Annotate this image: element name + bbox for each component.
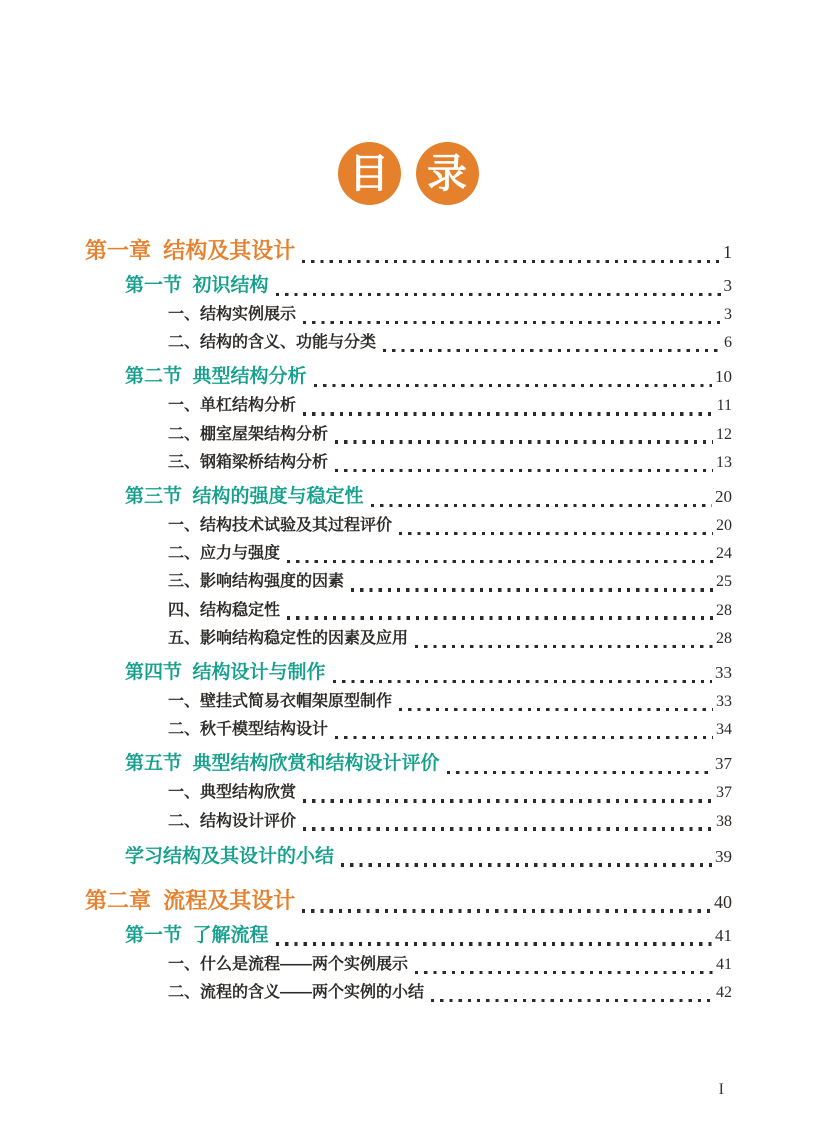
toc-entry-label: 一、结构实例展示 <box>168 306 297 323</box>
toc-entry-item <box>85 512 732 540</box>
toc-entry-label: 第一节 了解流程 <box>125 924 269 946</box>
toc-entry-label: 一、什么是流程——两个实例展示 <box>168 955 409 973</box>
dot-leader <box>415 971 713 974</box>
title-badge-lu <box>416 142 479 205</box>
dot-leader <box>303 412 714 415</box>
toc-entry-label: 二、秋千模型结构设计 <box>168 721 329 739</box>
toc-entry-page: 42 <box>716 984 732 1002</box>
toc-entry-page: 28 <box>716 601 732 619</box>
toc-entry-item <box>85 568 732 596</box>
toc-entry-item <box>85 688 732 716</box>
dot-leader <box>287 616 713 619</box>
toc-entry-label: 三、影响结构强度的因素 <box>168 573 345 591</box>
dot-leader <box>302 909 711 912</box>
toc-entry-page: 41 <box>715 925 732 945</box>
toc-entry-page: 34 <box>716 721 732 739</box>
toc-entry-page: 3 <box>724 306 732 323</box>
toc-entry-item <box>85 597 732 625</box>
toc-entry-label: 二、棚室屋架结构分析 <box>168 425 329 443</box>
toc-entry-label: 一、典型结构欣赏 <box>168 784 297 802</box>
dot-leader <box>341 863 712 866</box>
toc-entry-label: 一、结构技术试验及其过程评价 <box>168 517 393 535</box>
toc-entry-item <box>85 449 732 477</box>
dot-leader <box>276 293 721 296</box>
dot-leader <box>447 771 712 774</box>
toc-entry-label: 学习结构及其设计的小结 <box>125 845 335 867</box>
toc-entry-page: 38 <box>716 812 732 830</box>
toc-entry-label: 第一节 初识结构 <box>125 275 269 296</box>
toc-entry-section <box>85 657 732 688</box>
toc-entry-label: 第一章 结构及其设计 <box>85 238 296 263</box>
toc-entry-section <box>85 270 732 301</box>
toc-entry-label: 二、结构的含义、功能与分类 <box>168 334 377 352</box>
toc-entry-label: 第二章 流程及其设计 <box>85 887 296 913</box>
toc-entry-item <box>85 329 732 357</box>
toc-entry-item <box>85 540 732 568</box>
toc-entry-page: 33 <box>716 693 732 711</box>
toc-entry-label: 二、流程的含义——两个实例的小结 <box>168 984 425 1002</box>
toc-entry-label: 四、结构稳定性 <box>168 601 281 619</box>
toc-entry-page: 10 <box>715 367 732 387</box>
dot-leader <box>314 384 712 387</box>
page-title <box>0 142 816 205</box>
toc-entry-item <box>85 779 732 807</box>
dot-leader <box>399 708 713 711</box>
toc-list <box>85 234 732 1007</box>
toc-entry-page: 6 <box>724 334 732 352</box>
dot-leader <box>371 504 712 507</box>
dot-leader <box>302 260 720 263</box>
toc-entry-page: 39 <box>715 846 732 866</box>
toc-entry-page: 20 <box>715 487 732 507</box>
toc-entry-item <box>85 625 732 653</box>
toc-entry-page: 37 <box>715 754 732 774</box>
toc-entry-page: 20 <box>716 517 732 535</box>
toc-entry-label: 二、应力与强度 <box>168 545 281 563</box>
toc-entry-section <box>85 748 732 779</box>
toc-entry-label: 一、单杠结构分析 <box>168 397 297 415</box>
toc-entry-item <box>85 716 732 744</box>
dot-leader <box>335 736 713 739</box>
dot-leader <box>335 440 713 443</box>
dot-leader <box>351 588 713 591</box>
toc-entry-page: 1 <box>723 242 732 262</box>
toc-entry-section <box>85 920 732 951</box>
page-number: I <box>718 1081 724 1098</box>
toc-entry-label: 二、结构设计评价 <box>168 812 297 830</box>
dot-leader <box>415 645 713 648</box>
dot-leader <box>276 942 712 945</box>
toc-entry-page: 41 <box>716 955 732 973</box>
toc-entry-item <box>85 808 732 836</box>
dot-leader <box>383 349 721 352</box>
toc-entry-section <box>85 361 732 392</box>
title-badge-mu <box>338 142 401 205</box>
title-char: 录 <box>427 151 467 196</box>
dot-leader <box>303 827 713 830</box>
toc-entry-page: 40 <box>714 891 732 912</box>
toc-entry-label: 第五节 典型结构欣赏和结构设计评价 <box>125 753 440 775</box>
toc-entry-label: 第四节 结构设计与制作 <box>125 662 326 684</box>
dot-leader <box>303 321 721 324</box>
toc-entry-page: 37 <box>716 784 732 802</box>
toc-entry-label: 五、影响结构稳定性的因素及应用 <box>168 629 409 647</box>
toc-entry-chapter <box>85 884 732 918</box>
dot-leader <box>303 799 713 802</box>
toc-entry-item <box>85 951 732 979</box>
dot-leader <box>431 999 713 1002</box>
toc-entry-page: 3 <box>723 276 732 295</box>
toc-entry-item <box>85 301 732 329</box>
toc-entry-item <box>85 392 732 420</box>
toc-entry-page: 11 <box>716 397 732 415</box>
toc-entry-summary <box>85 841 732 872</box>
toc-entry-label: 三、钢箱梁桥结构分析 <box>168 453 329 471</box>
toc-entry-section <box>85 481 732 512</box>
toc-entry-label: 第三节 结构的强度与稳定性 <box>125 486 364 508</box>
toc-entry-page: 13 <box>716 453 732 471</box>
dot-leader <box>335 469 713 472</box>
dot-leader <box>399 532 713 535</box>
dot-leader <box>333 680 712 683</box>
toc-entry-page: 24 <box>716 545 732 563</box>
toc-entry-item <box>85 979 732 1007</box>
toc-entry-label: 一、壁挂式简易衣帽架原型制作 <box>168 693 393 711</box>
toc-entry-page: 28 <box>716 629 732 647</box>
toc-entry-page: 25 <box>716 573 732 591</box>
toc-entry-label: 第二节 典型结构分析 <box>125 366 307 388</box>
title-char: 目 <box>349 151 389 196</box>
toc-entry-item <box>85 421 732 449</box>
toc-entry-page: 12 <box>716 425 732 443</box>
dot-leader <box>287 560 713 563</box>
toc-entry-page: 33 <box>715 663 732 683</box>
toc-entry-chapter <box>85 234 732 268</box>
